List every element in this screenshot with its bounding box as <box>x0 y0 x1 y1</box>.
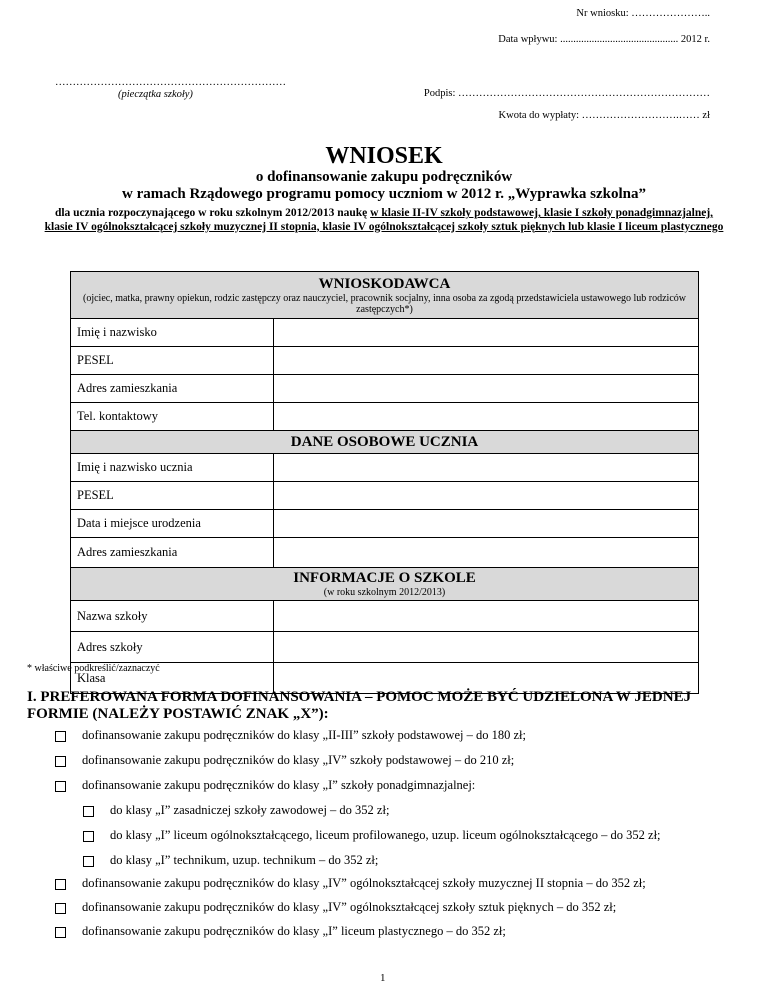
option-checkbox[interactable] <box>55 756 66 767</box>
option-checkbox[interactable] <box>55 927 66 938</box>
option-label: do klasy „I” zasadniczej szkoły zawodowej – do 352 zł; <box>110 803 390 817</box>
option-label: dofinansowanie zakupu podręczników do klasy „I” szkoły ponadgimnazjalnej: <box>82 778 476 792</box>
student-pesel-field[interactable] <box>274 482 699 510</box>
school-name-field[interactable] <box>274 601 699 632</box>
part1-heading-line2: FORMIE (NALEŻY POSTAWIĆ ZNAK „X”): <box>27 706 329 722</box>
field-label: Data i miejsce urodzenia <box>71 510 274 538</box>
form-row <box>71 375 699 403</box>
field-label: Imię i nazwisko <box>71 319 274 347</box>
title-subtitle-1: o dofinansowanie zakupu podręczników <box>255 169 513 185</box>
option-label: do klasy „I” technikum, uzup. technikum – do 352 zł; <box>110 853 379 867</box>
option-label: dofinansowanie zakupu podręczników do klasy „IV” ogólnokształcącej szkoły muzycznej II stopnia – do 352 zł; <box>82 876 646 890</box>
section-subtitle: (ojciec, matka, prawny opiekun, rodzic zastępczy oraz nauczyciel, pracownik socjalny, inna osoba za zgodą przedstawiciela ustawowego lub rodziców zastępczych*) <box>83 292 686 315</box>
option-checkbox[interactable] <box>55 731 66 742</box>
field-label: PESEL <box>71 347 274 375</box>
eligibility-description <box>40 207 728 234</box>
stamp-line: ………………………………………………………… <box>55 77 286 88</box>
signature-line: Podpis: ……………………………………………………………… <box>423 88 710 99</box>
field-label: Imię i nazwisko ucznia <box>71 454 274 482</box>
section-student-header <box>71 431 699 454</box>
option-checkbox[interactable] <box>55 879 66 890</box>
field-label: PESEL <box>71 482 274 510</box>
eligibility-classes: w klasie II-IV szkoły podstawowej, klasie I szkoły ponadgimnazjalnej, klasie IV ogólnokształcącej szkoły muzycznej II stopnia, klasie IV ogólnokształcącej szkoły sztuk pięknych lub klasie I liceum plastycznego <box>44 207 724 233</box>
form-row <box>71 601 699 632</box>
student-address-field[interactable] <box>274 538 699 568</box>
form-row <box>71 482 699 510</box>
receipt-date: Data wpływu: ............................................. 2012 r. <box>498 34 710 45</box>
applicant-name-field[interactable] <box>274 319 699 347</box>
option-label: dofinansowanie zakupu podręczników do klasy „I” liceum plastycznego – do 352 zł; <box>82 924 506 938</box>
page-number: 1 <box>380 972 386 984</box>
form-row <box>71 403 699 431</box>
payout-amount: Kwota do wypłaty: ……………………….…… zł <box>498 110 710 121</box>
student-name-field[interactable] <box>274 454 699 482</box>
field-label: Adres zamieszkania <box>71 375 274 403</box>
student-birth-field[interactable] <box>274 510 699 538</box>
field-label: Adres zamieszkania <box>71 538 274 568</box>
eligibility-intro: dla ucznia rozpoczynającego w roku szkolnym 2012/2013 naukę <box>54 207 371 219</box>
page-title: WNIOSEK <box>325 143 443 169</box>
application-form-table <box>70 271 699 694</box>
form-row <box>71 632 699 663</box>
section-title: DANE OSOBOWE UCZNIA <box>290 433 479 450</box>
option-label: dofinansowanie zakupu podręczników do klasy „IV” szkoły podstawowej – do 210 zł; <box>82 753 515 767</box>
section-title: INFORMACJE O SZKOLE <box>293 570 476 586</box>
section-subtitle: (w roku szkolnym 2012/2013) <box>323 587 446 598</box>
option-checkbox[interactable] <box>55 903 66 914</box>
applicant-phone-field[interactable] <box>274 403 699 431</box>
part1-heading-line1: I. PREFEROWANA FORMA DOFINANSOWANIA – POMOC MOŻE BYĆ UDZIELONA W JEDNEJ <box>27 689 692 705</box>
applicant-address-field[interactable] <box>274 375 699 403</box>
option-checkbox[interactable] <box>83 806 94 817</box>
option-label: dofinansowanie zakupu podręczników do klasy „IV” ogólnokształcącej szkoły sztuk pięknych – do 352 zł; <box>82 900 617 914</box>
option-label: dofinansowanie zakupu podręczników do klasy „II-III” szkoły podstawowej – do 180 zł; <box>82 728 526 742</box>
form-row <box>71 510 699 538</box>
application-number: Nr wniosku: ………………….. <box>576 8 710 19</box>
form-row <box>71 319 699 347</box>
stamp-label: (pieczątka szkoły) <box>118 89 193 100</box>
school-address-field[interactable] <box>274 632 699 663</box>
option-checkbox[interactable] <box>83 831 94 842</box>
footnote: * właściwe podkreślić/zaznaczyć <box>27 663 160 674</box>
form-row <box>71 538 699 568</box>
field-label: Tel. kontaktowy <box>71 403 274 431</box>
applicant-pesel-field[interactable] <box>274 347 699 375</box>
section-school-header <box>71 568 699 601</box>
field-label: Nazwa szkoły <box>71 601 274 632</box>
title-subtitle-2: w ramach Rządowego programu pomocy uczniom w 2012 r. „Wyprawka szkolna” <box>121 186 647 202</box>
option-label: do klasy „I” liceum ogólnokształcącego, liceum profilowanego, uzup. liceum ogólnokształcącego – do 352 zł; <box>110 828 661 842</box>
section-applicant-header <box>71 272 699 319</box>
option-checkbox[interactable] <box>55 781 66 792</box>
field-label: Klasa <box>71 663 274 694</box>
field-label: Adres szkoły <box>71 632 274 663</box>
section-title: WNIOSKODAWCA <box>318 275 451 292</box>
form-row <box>71 454 699 482</box>
option-checkbox[interactable] <box>83 856 94 867</box>
form-row <box>71 347 699 375</box>
